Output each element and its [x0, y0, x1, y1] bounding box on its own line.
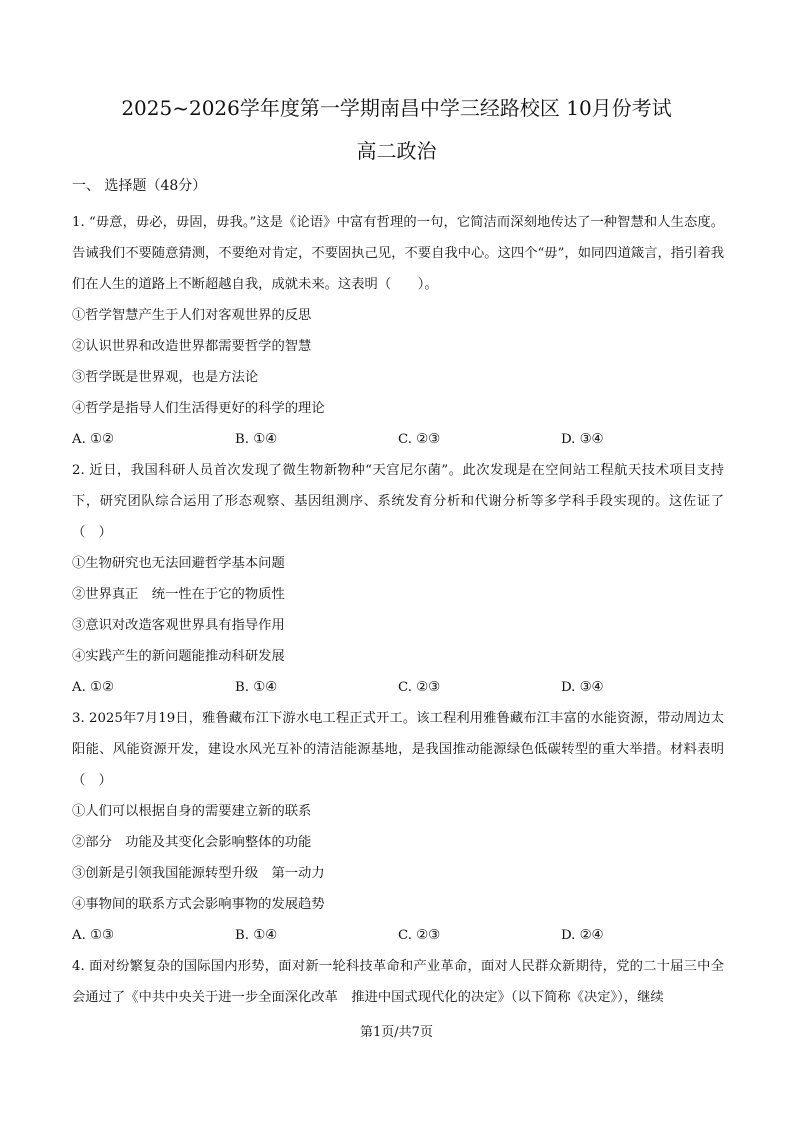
question-stem: 3. 2025年7月19日，雅鲁藏布江下游水电工程正式开工。该工程利用雅鲁藏布江丰富的水能资源，带动周边太阳能、风能资源开发，建设水风光互补的清洁能源基地，是我国推动能源绿色低碳转型的重大举措。材料表明（ ）	[72, 711, 724, 788]
exam-title: 2025~2026学年度第一学期南昌中学三经路校区 10月份考试	[121, 96, 672, 120]
question-4	[72, 951, 724, 1013]
statement-option: ③意识对改造客观世界具有指导作用	[72, 618, 285, 633]
question-1	[72, 207, 724, 455]
statement-option: ③创新是引领我国能源转型升级 第一动力	[72, 866, 325, 881]
choice-d[interactable]: D. ③④	[561, 432, 604, 447]
choice-b[interactable]: B. ①④	[235, 928, 278, 943]
statement-option: ④实践产生的新问题能推动科研发展	[72, 649, 285, 664]
choice-c[interactable]: C. ②③	[398, 432, 440, 447]
section-heading: 一、 选择题（48分）	[72, 178, 207, 194]
page-number: 第1页/共7页	[360, 1025, 433, 1040]
choice-b[interactable]: B. ①④	[235, 432, 278, 447]
choice-d[interactable]: D. ③④	[561, 680, 604, 695]
choice-a[interactable]: A. ①②	[72, 432, 114, 447]
statement-option: ①哲学智慧产生于人们对客观世界的反思	[72, 308, 312, 323]
answer-choices	[72, 672, 724, 703]
statement-option: ④哲学是指导人们生活得更好的科学的理论	[72, 401, 325, 416]
question-stem: 2. 近日，我国科研人员首次发现了微生物新物种“天宫尼尔菌”。此次发现是在空间站工程航天技术项目支持下，研究团队综合运用了形态观察、基因组测序、系统发育分析和代谢分析等多学科手段实现的。这佐证了（ ）	[72, 463, 724, 540]
question-list	[72, 207, 724, 1013]
answer-choices	[72, 920, 724, 951]
statement-option: ①人们可以根据自身的需要建立新的联系	[72, 804, 312, 819]
answer-choices	[72, 424, 724, 455]
statement-option: ①生物研究也无法回避哲学基本问题	[72, 556, 285, 571]
exam-subject: 高二政治	[356, 139, 437, 163]
choice-d[interactable]: D. ②④	[561, 928, 604, 943]
statement-option: ③哲学既是世界观，也是方法论	[72, 370, 259, 385]
statement-option: ②世界真正 统一性在于它的物质性	[72, 587, 285, 602]
choice-b[interactable]: B. ①④	[235, 680, 278, 695]
question-stem: 4. 面对纷繁复杂的国际国内形势，面对新一轮科技革命和产业革命，面对人民群众新期待，党的二十届三中全会通过了《中共中央关于进一步全面深化改革 推进中国式现代化的决定》（以下简称《决定》），继续	[72, 959, 724, 1005]
statement-option: ④事物间的联系方式会影响事物的发展趋势	[72, 897, 325, 912]
question-2	[72, 455, 724, 703]
choice-c[interactable]: C. ②③	[398, 928, 440, 943]
choice-a[interactable]: A. ①②	[72, 680, 114, 695]
statement-option: ②部分 功能及其变化会影响整体的功能	[72, 835, 312, 850]
choice-c[interactable]: C. ②③	[398, 680, 440, 695]
question-stem: 1. “毋意，毋必，毋固，毋我。”这是《论语》中富有哲理的一句，它简洁而深刻地传达了一种智慧和人生态度。告诫我们不要随意猜测，不要绝对肯定，不要固执己见，不要自我中心。这四个“毋”，如同四道箴言，指引着我们在人生的道路上不断超越自我，成就未来。这表明（ ）。	[72, 215, 724, 292]
statement-option: ②认识世界和改造世界都需要哲学的智慧	[72, 339, 312, 354]
question-3	[72, 703, 724, 951]
choice-a[interactable]: A. ①③	[72, 928, 114, 943]
